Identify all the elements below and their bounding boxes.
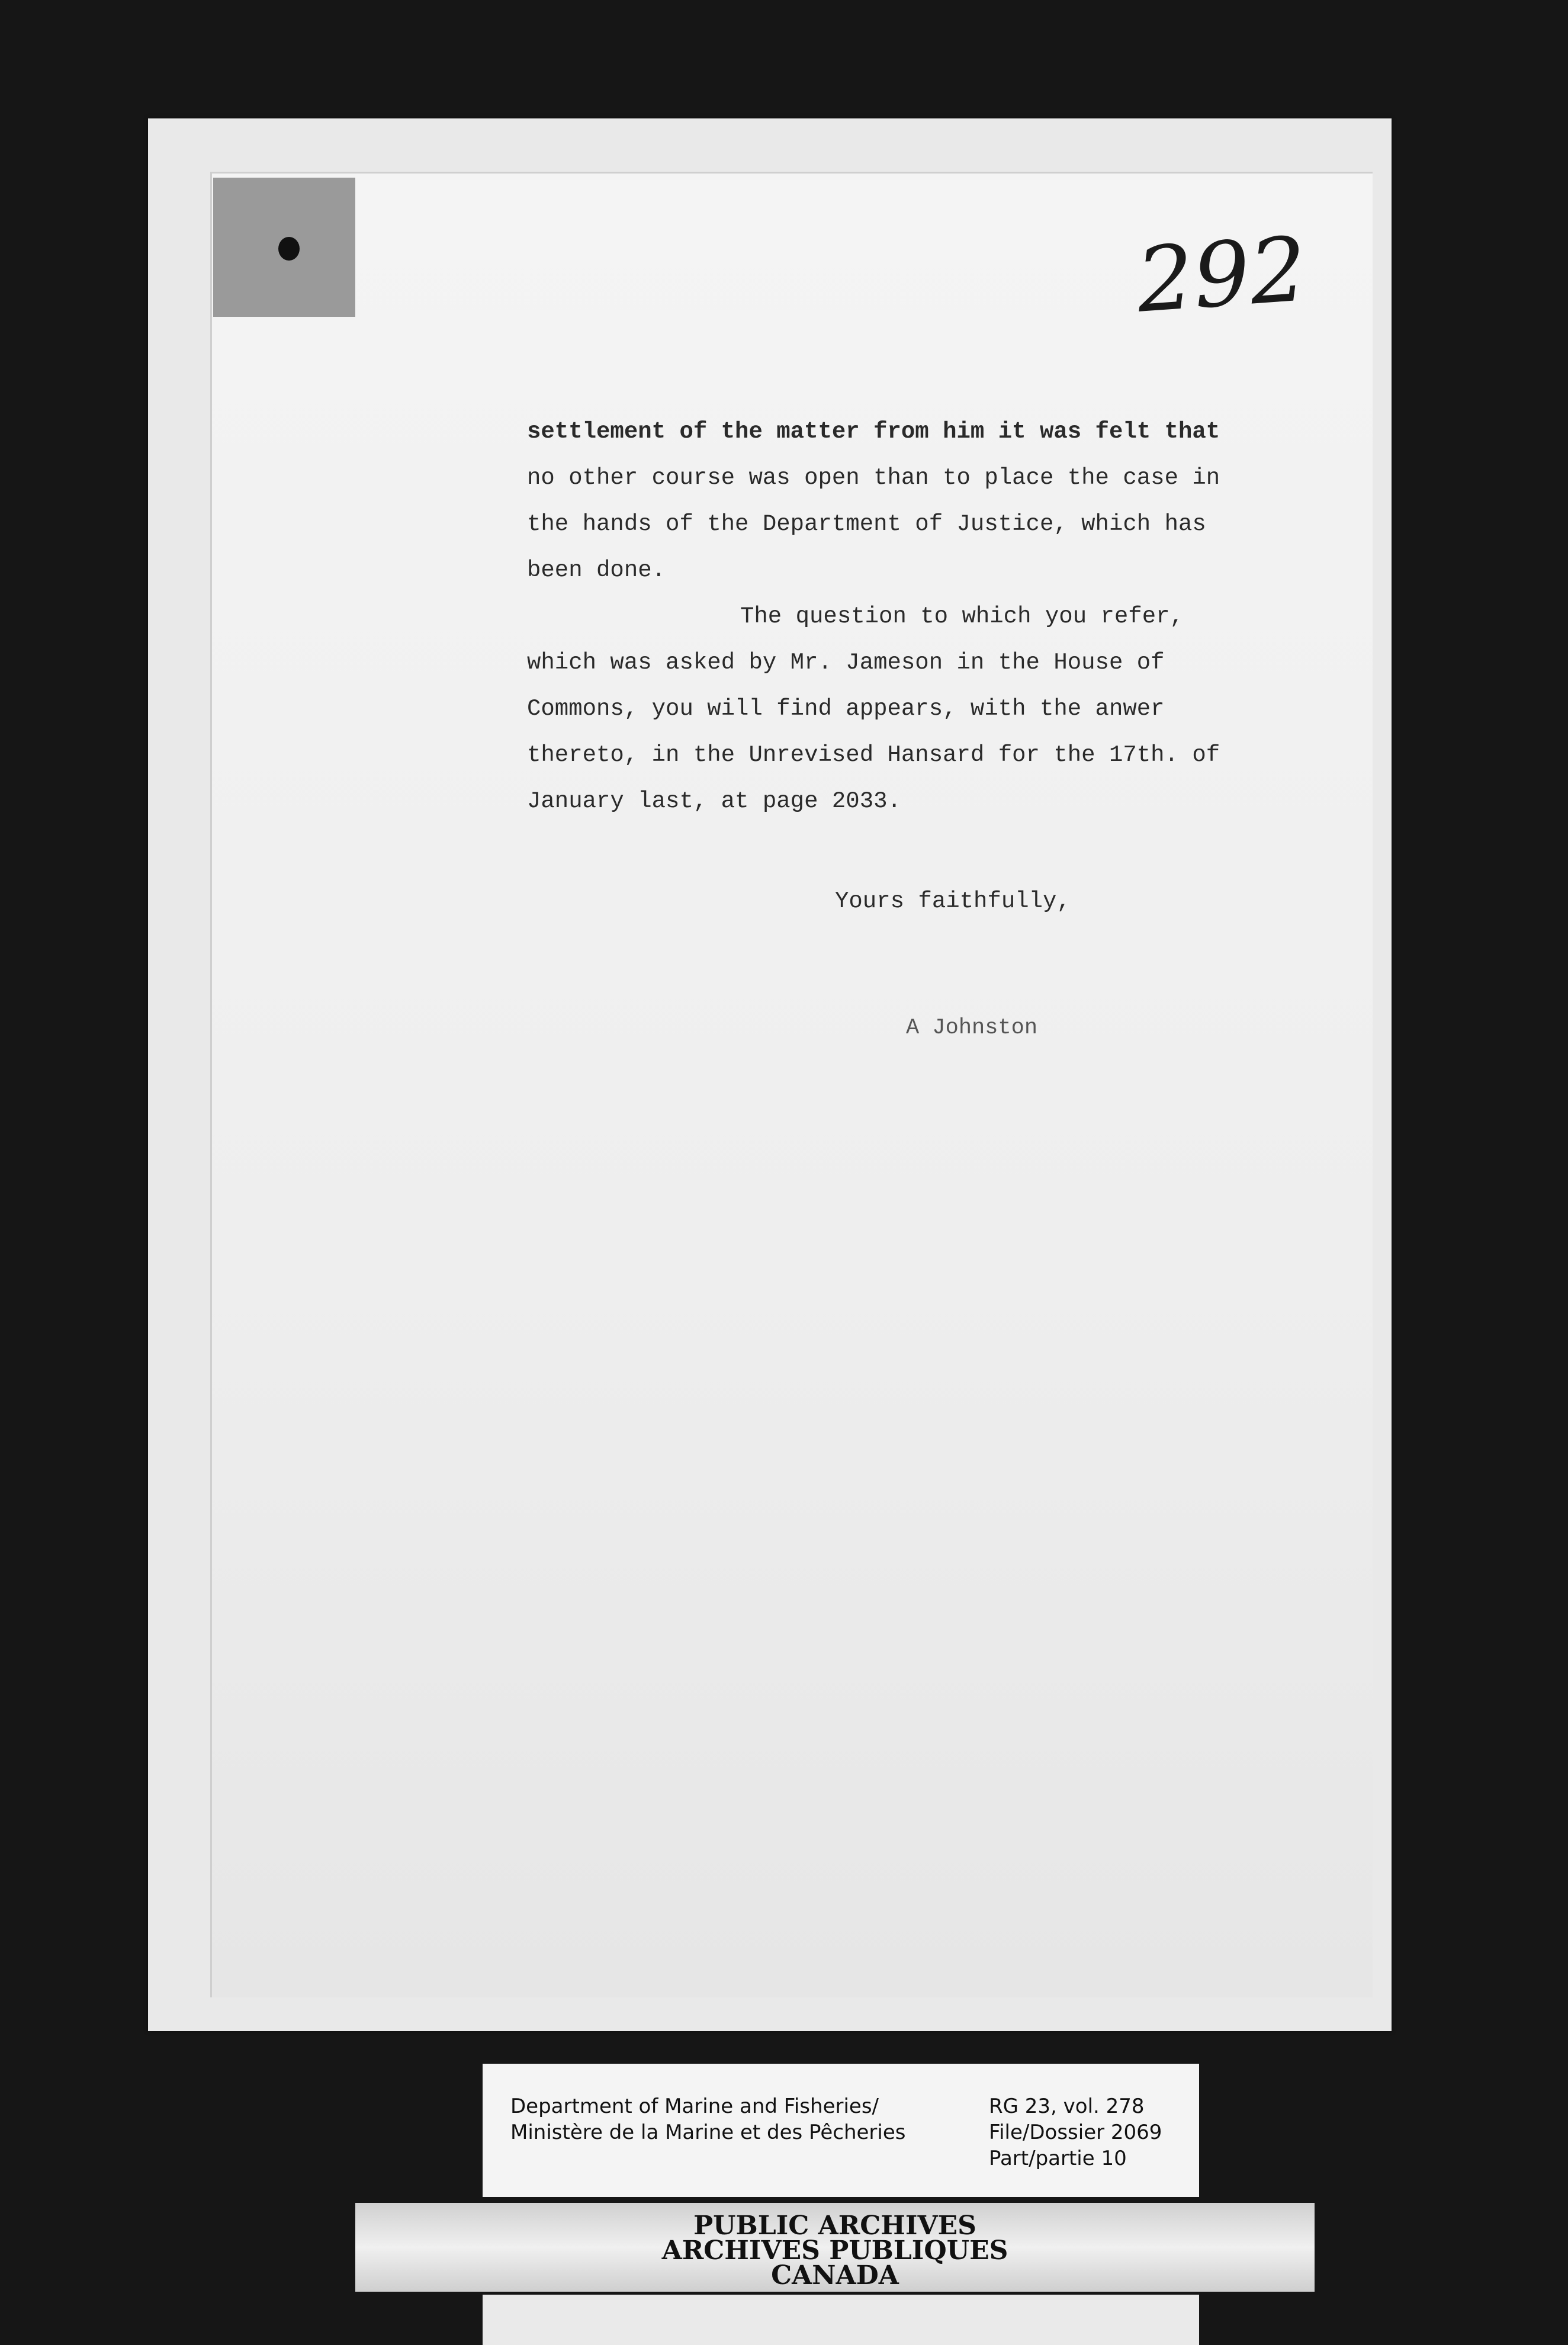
archives-line-2: ARCHIVES PUBLIQUES: [661, 2235, 1008, 2266]
letter-line: been done.: [527, 557, 666, 583]
letter-line: The question to which you refer,: [740, 603, 1184, 629]
reference-block: [989, 2093, 1162, 2171]
punch-hole-icon: [278, 237, 300, 261]
bottom-card-edge: [483, 2295, 1199, 2345]
file-number: File/Dossier 2069: [989, 2121, 1162, 2144]
letter-line: January last, at page 2033.: [527, 788, 901, 814]
letter-line: no other course was open than to place the case in: [527, 465, 1220, 491]
public-archives-stamp: [355, 2203, 1315, 2292]
archives-line-3: CANADA: [771, 2260, 899, 2291]
letter-line: Commons, you will find appears, with the anwer: [527, 696, 1165, 722]
department-block: [510, 2093, 905, 2145]
department-fr: Ministère de la Marine et des Pêcheries: [510, 2121, 906, 2144]
letter-closing: Yours faithfully,: [835, 888, 1071, 914]
department-en: Department of Marine and Fisheries/: [510, 2095, 879, 2118]
letter-body: [527, 409, 1261, 824]
letter-line: which was asked by Mr. Jameson in the House of: [527, 650, 1165, 676]
letter-signature: A Johnston: [906, 1016, 1038, 1040]
handwritten-page-number: 292: [1133, 218, 1310, 333]
archives-line-1: PUBLIC ARCHIVES: [693, 2211, 976, 2241]
record-group: RG 23, vol. 278: [989, 2095, 1145, 2118]
letter-line: thereto, in the Unrevised Hansard for the 17th. of: [527, 742, 1220, 768]
letter-line: the hands of the Department of Justice, which has: [527, 511, 1206, 537]
archive-reference-card: [483, 2064, 1199, 2197]
letter-line: settlement of the matter from him it was felt that: [527, 419, 1220, 445]
part-number: Part/partie 10: [989, 2147, 1127, 2170]
